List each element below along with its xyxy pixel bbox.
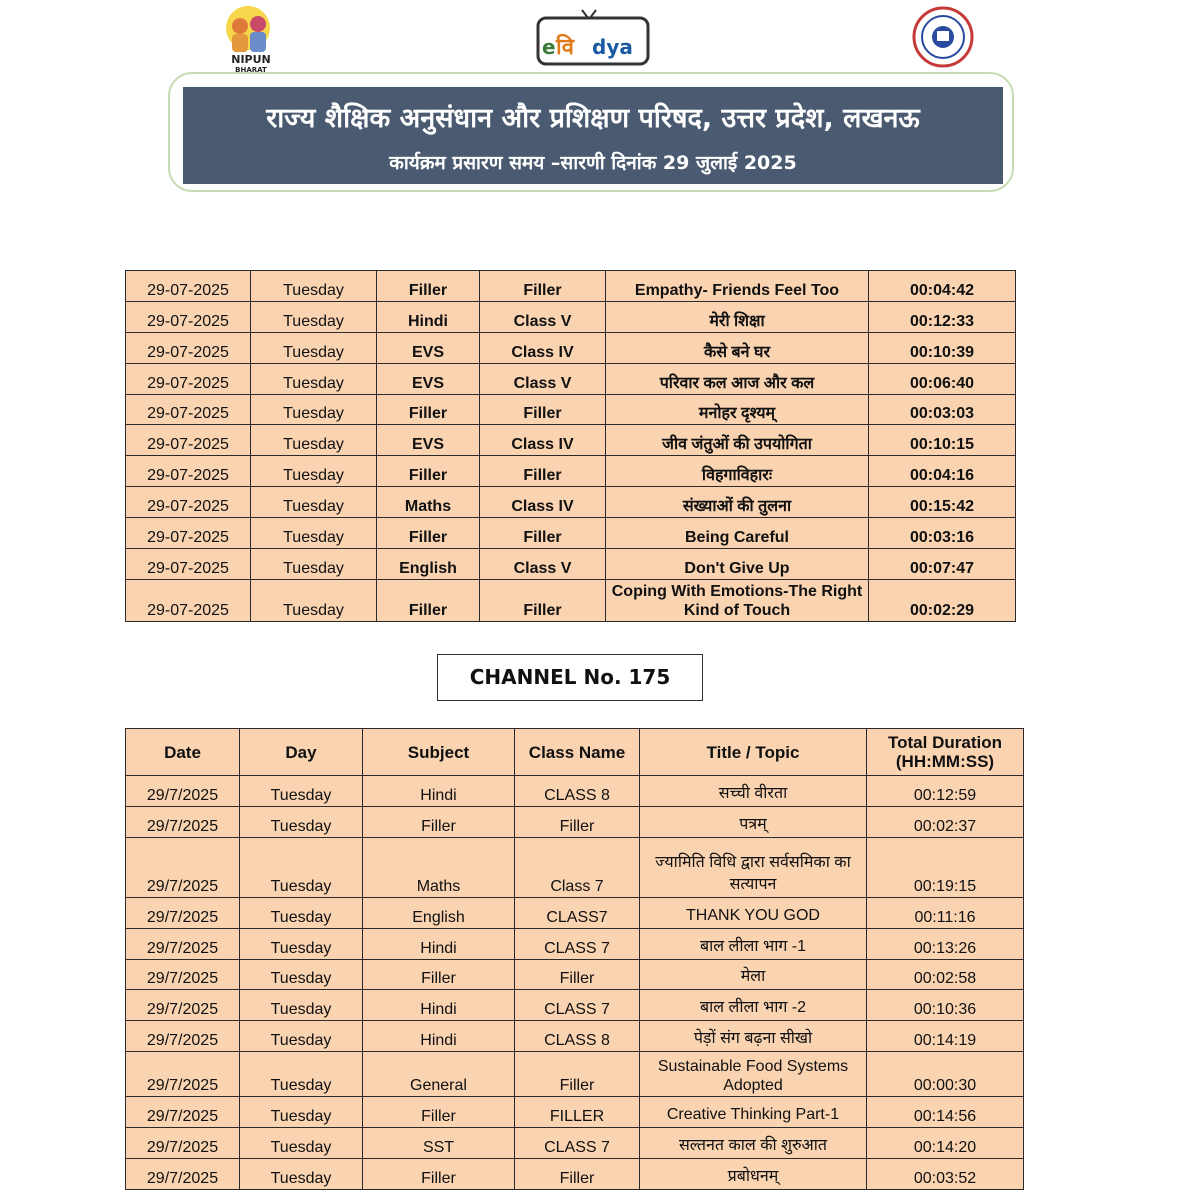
subject-cell: Filler <box>377 518 480 549</box>
topic-cell: Being Careful <box>606 518 869 549</box>
subject-cell: Filler <box>377 394 480 425</box>
class-name-cell: Class V <box>480 301 606 332</box>
duration-cell: 00:10:39 <box>869 332 1016 363</box>
table-row <box>126 332 1016 363</box>
day-cell: Tuesday <box>240 1097 363 1128</box>
subject-cell: Hindi <box>363 776 515 807</box>
class-name-cell: Filler <box>480 271 606 302</box>
duration-cell: 00:13:26 <box>867 928 1024 959</box>
date-cell: 29-07-2025 <box>126 579 251 621</box>
day-cell: Tuesday <box>240 776 363 807</box>
subject-cell: SST <box>363 1128 515 1159</box>
duration-cell: 00:11:16 <box>867 897 1024 928</box>
topic-cell: Creative Thinking Part-1 <box>640 1097 867 1128</box>
duration-cell: 00:03:52 <box>867 1159 1024 1190</box>
duration-cell: 00:14:20 <box>867 1128 1024 1159</box>
class-name-cell: Filler <box>480 394 606 425</box>
page-title: राज्य शैक्षिक अनुसंधान और प्रशिक्षण परिषद, उत्तर प्रदेश, लखनऊ <box>266 103 920 134</box>
table-row <box>126 1128 1024 1159</box>
svg-text:वि: वि <box>556 35 574 60</box>
subject-cell: EVS <box>377 332 480 363</box>
topic-cell: Empathy- Friends Feel Too <box>606 271 869 302</box>
class-name-cell: Filler <box>480 456 606 487</box>
duration-cell: 00:03:03 <box>869 394 1016 425</box>
day-cell: Tuesday <box>251 271 377 302</box>
column-header-topic: Title / Topic <box>640 729 867 776</box>
duration-cell: 00:03:16 <box>869 518 1016 549</box>
class-name-cell: Filler <box>515 1159 640 1190</box>
date-cell: 29/7/2025 <box>126 806 240 837</box>
date-cell: 29-07-2025 <box>126 487 251 518</box>
duration-cell: 00:12:59 <box>867 776 1024 807</box>
date-cell: 29/7/2025 <box>126 928 240 959</box>
class-name-cell: Filler <box>515 1052 640 1097</box>
topic-cell: THANK YOU GOD <box>640 897 867 928</box>
class-name-cell: CLASS 8 <box>515 776 640 807</box>
table-row <box>126 394 1016 425</box>
duration-cell: 00:10:36 <box>867 990 1024 1021</box>
duration-cell: 00:04:16 <box>869 456 1016 487</box>
class-name-cell: Class IV <box>480 332 606 363</box>
table-row <box>126 271 1016 302</box>
class-name-cell: CLASS 7 <box>515 1128 640 1159</box>
topic-cell: पेड़ों संग बढ़ना सीखो <box>640 1021 867 1052</box>
topic-cell: Sustainable Food Systems Adopted <box>640 1052 867 1097</box>
page-subtitle: कार्यक्रम प्रसारण समय –सारणी दिनांक 29 जुलाई 2025 <box>389 152 797 174</box>
topic-cell: बाल लीला भाग -1 <box>640 928 867 959</box>
duration-cell: 00:12:33 <box>869 301 1016 332</box>
table-row <box>126 806 1024 837</box>
day-cell: Tuesday <box>240 1021 363 1052</box>
table-header-row <box>126 729 1024 776</box>
date-cell: 29-07-2025 <box>126 271 251 302</box>
subject-cell: Filler <box>377 271 480 302</box>
date-cell: 29-07-2025 <box>126 518 251 549</box>
date-cell: 29/7/2025 <box>126 1128 240 1159</box>
subject-cell: General <box>363 1052 515 1097</box>
topic-cell: जीव जंतुओं की उपयोगिता <box>606 425 869 456</box>
day-cell: Tuesday <box>240 837 363 897</box>
day-cell: Tuesday <box>251 425 377 456</box>
scert-seal-logo <box>893 6 993 68</box>
topic-cell: पत्रम् <box>640 806 867 837</box>
table-row <box>126 456 1016 487</box>
date-cell: 29/7/2025 <box>126 1159 240 1190</box>
subject-cell: Hindi <box>363 1021 515 1052</box>
class-name-cell: Filler <box>515 959 640 990</box>
date-cell: 29-07-2025 <box>126 549 251 580</box>
class-name-cell: Class IV <box>480 425 606 456</box>
duration-cell: 00:14:19 <box>867 1021 1024 1052</box>
topic-cell: विहगाविहारः <box>606 456 869 487</box>
schedule-table-one <box>125 270 1016 622</box>
date-cell: 29/7/2025 <box>126 776 240 807</box>
channel-label: CHANNEL No. 175 <box>437 654 703 701</box>
topic-cell: मनोहर दृश्यम् <box>606 394 869 425</box>
topic-cell: बाल लीला भाग -2 <box>640 990 867 1021</box>
duration-cell: 00:04:42 <box>869 271 1016 302</box>
subject-cell: Hindi <box>363 990 515 1021</box>
topic-cell: कैसे बने घर <box>606 332 869 363</box>
table-row <box>126 1021 1024 1052</box>
table-row <box>126 959 1024 990</box>
table-row <box>126 1052 1024 1097</box>
date-cell: 29/7/2025 <box>126 897 240 928</box>
subject-cell: EVS <box>377 425 480 456</box>
subject-cell: Hindi <box>377 301 480 332</box>
column-header-subject: Subject <box>363 729 515 776</box>
duration-cell: 00:10:15 <box>869 425 1016 456</box>
date-cell: 29/7/2025 <box>126 1052 240 1097</box>
date-cell: 29-07-2025 <box>126 425 251 456</box>
table-row <box>126 518 1016 549</box>
nipun-bharat-logo <box>212 2 290 74</box>
table-row <box>126 776 1024 807</box>
topic-cell: मेरी शिक्षा <box>606 301 869 332</box>
date-cell: 29-07-2025 <box>126 394 251 425</box>
topic-cell: सल्तनत काल की शुरुआत <box>640 1128 867 1159</box>
class-name-cell: FILLER <box>515 1097 640 1128</box>
class-name-cell: CLASS 8 <box>515 1021 640 1052</box>
class-name-cell: Filler <box>480 518 606 549</box>
subject-cell: Filler <box>363 1097 515 1128</box>
column-header-class-name: Class Name <box>515 729 640 776</box>
subject-cell: English <box>363 897 515 928</box>
duration-cell: 00:00:30 <box>867 1052 1024 1097</box>
table-row <box>126 1097 1024 1128</box>
duration-cell: 00:02:58 <box>867 959 1024 990</box>
table-row <box>126 837 1024 897</box>
schedule-table-two-body <box>126 776 1024 1190</box>
topic-cell: प्रबोधनम् <box>640 1159 867 1190</box>
day-cell: Tuesday <box>251 549 377 580</box>
column-header-date: Date <box>126 729 240 776</box>
svg-text:BHARAT: BHARAT <box>235 66 267 74</box>
date-cell: 29/7/2025 <box>126 959 240 990</box>
evidya-logo <box>532 6 654 68</box>
duration-cell: 00:06:40 <box>869 363 1016 394</box>
table-row <box>126 1159 1024 1190</box>
duration-cell: 00:19:15 <box>867 837 1024 897</box>
day-cell: Tuesday <box>240 806 363 837</box>
day-cell: Tuesday <box>251 518 377 549</box>
topic-cell: Coping With Emotions-The Right Kind of Touch <box>606 579 869 621</box>
topic-cell: Don't Give Up <box>606 549 869 580</box>
subject-cell: EVS <box>377 363 480 394</box>
day-cell: Tuesday <box>251 363 377 394</box>
column-header-day: Day <box>240 729 363 776</box>
day-cell: Tuesday <box>251 487 377 518</box>
duration-cell: 00:15:42 <box>869 487 1016 518</box>
date-cell: 29-07-2025 <box>126 363 251 394</box>
day-cell: Tuesday <box>251 301 377 332</box>
svg-text:NIPUN: NIPUN <box>231 53 271 66</box>
date-cell: 29/7/2025 <box>126 1021 240 1052</box>
subject-cell: Maths <box>377 487 480 518</box>
class-name-cell: Class IV <box>480 487 606 518</box>
topic-cell: ज्यामिति विधि द्वारा सर्वसमिका का सत्यापन <box>640 837 867 897</box>
table-row <box>126 990 1024 1021</box>
duration-cell: 00:07:47 <box>869 549 1016 580</box>
day-cell: Tuesday <box>240 928 363 959</box>
schedule-table-two <box>125 728 1024 1190</box>
day-cell: Tuesday <box>251 394 377 425</box>
column-header-duration: Total Duration (HH:MM:SS) <box>867 729 1024 776</box>
day-cell: Tuesday <box>240 1159 363 1190</box>
table-row <box>126 549 1016 580</box>
table-row <box>126 425 1016 456</box>
class-name-cell: Class 7 <box>515 837 640 897</box>
schedule-table-one-body <box>126 271 1016 622</box>
date-cell: 29-07-2025 <box>126 456 251 487</box>
table-row <box>126 928 1024 959</box>
class-name-cell: Class V <box>480 549 606 580</box>
subject-cell: Filler <box>363 959 515 990</box>
subject-cell: Filler <box>377 579 480 621</box>
date-cell: 29/7/2025 <box>126 990 240 1021</box>
day-cell: Tuesday <box>240 1052 363 1097</box>
class-name-cell: Filler <box>480 579 606 621</box>
class-name-cell: CLASS7 <box>515 897 640 928</box>
table-row <box>126 579 1016 621</box>
date-cell: 29-07-2025 <box>126 301 251 332</box>
duration-cell: 00:02:37 <box>867 806 1024 837</box>
day-cell: Tuesday <box>240 897 363 928</box>
table-row <box>126 487 1016 518</box>
date-cell: 29/7/2025 <box>126 1097 240 1128</box>
day-cell: Tuesday <box>240 1128 363 1159</box>
day-cell: Tuesday <box>240 959 363 990</box>
topic-cell: परिवार कल आज और कल <box>606 363 869 394</box>
duration-cell: 00:14:56 <box>867 1097 1024 1128</box>
day-cell: Tuesday <box>251 456 377 487</box>
day-cell: Tuesday <box>240 990 363 1021</box>
date-cell: 29-07-2025 <box>126 332 251 363</box>
class-name-cell: CLASS 7 <box>515 990 640 1021</box>
topic-cell: सच्ची वीरता <box>640 776 867 807</box>
header-banner <box>183 87 1003 184</box>
table-row <box>126 363 1016 394</box>
subject-cell: Filler <box>363 1159 515 1190</box>
svg-text:e: e <box>542 35 556 59</box>
table-row <box>126 301 1016 332</box>
class-name-cell: Filler <box>515 806 640 837</box>
subject-cell: Hindi <box>363 928 515 959</box>
table-row <box>126 897 1024 928</box>
class-name-cell: CLASS 7 <box>515 928 640 959</box>
svg-text:dya: dya <box>592 35 633 59</box>
topic-cell: मेला <box>640 959 867 990</box>
date-cell: 29/7/2025 <box>126 837 240 897</box>
day-cell: Tuesday <box>251 332 377 363</box>
subject-cell: Filler <box>377 456 480 487</box>
day-cell: Tuesday <box>251 579 377 621</box>
subject-cell: English <box>377 549 480 580</box>
class-name-cell: Class V <box>480 363 606 394</box>
topic-cell: संख्याओं की तुलना <box>606 487 869 518</box>
subject-cell: Filler <box>363 806 515 837</box>
duration-cell: 00:02:29 <box>869 579 1016 621</box>
subject-cell: Maths <box>363 837 515 897</box>
